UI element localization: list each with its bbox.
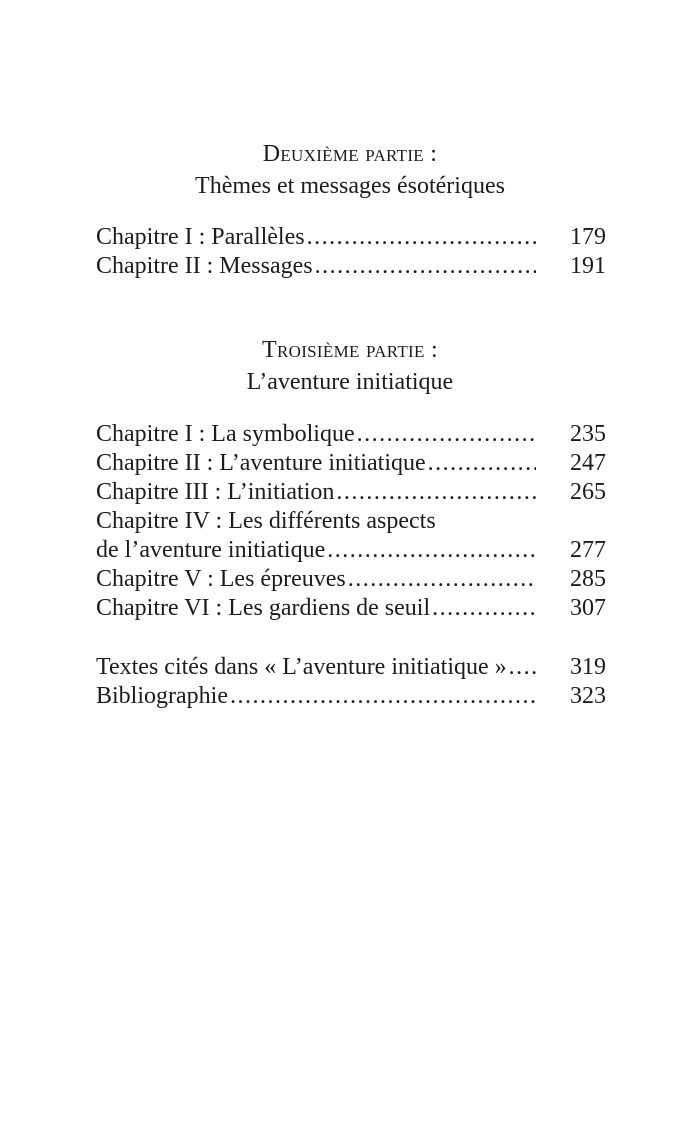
toc-entry-title: Chapitre II : Messages	[96, 253, 313, 279]
toc-entry-page: 323	[570, 683, 606, 709]
toc-entry-title: Chapitre VI : Les gardiens de seuil	[96, 595, 431, 621]
toc-entry[interactable]	[96, 252, 606, 281]
toc-entry-page: 285	[570, 566, 606, 592]
toc-list-troisieme	[96, 420, 606, 623]
toc-entry[interactable]	[96, 223, 606, 252]
toc-entry-page: 319	[570, 654, 606, 680]
toc-entry[interactable]	[96, 653, 606, 682]
toc-entry-title: Chapitre I : Parallèles	[96, 224, 305, 250]
dot-leader	[230, 682, 536, 711]
toc-entry-title: Chapitre II : L’aventure initiatique	[96, 450, 426, 476]
toc-entry[interactable]	[96, 478, 606, 507]
toc-list-appendix	[96, 653, 606, 711]
toc-entry-page: 265	[570, 479, 606, 505]
toc-entry[interactable]	[96, 565, 606, 594]
toc-entry-title: Textes cités dans « L’aventure initiatique »	[96, 654, 507, 680]
toc-entry-page: 247	[570, 450, 606, 476]
dot-leader	[432, 594, 536, 623]
dot-leader	[348, 565, 536, 594]
toc-entry-page: 235	[570, 421, 606, 447]
toc-entry[interactable]	[96, 594, 606, 623]
dot-leader	[327, 536, 536, 565]
toc-entry-page: 179	[570, 224, 606, 250]
toc-entry-title: Chapitre V : Les épreuves	[96, 566, 346, 592]
dot-leader	[315, 252, 536, 281]
toc-list-deuxieme	[96, 223, 606, 281]
part-label: Troisième partie :	[262, 337, 438, 363]
dot-leader	[509, 653, 536, 682]
toc-entry-page: 277	[570, 537, 606, 563]
toc-entry-title: de l’aventure initiatique	[96, 537, 326, 563]
toc-entry[interactable]	[96, 536, 606, 565]
toc-entry-page: 191	[570, 253, 606, 279]
dot-leader	[336, 478, 536, 507]
part-label: Deuxième partie :	[262, 141, 438, 167]
dot-leader	[357, 420, 536, 449]
part-title: Thèmes et messages ésotériques	[195, 173, 505, 199]
toc-entry[interactable]	[96, 420, 606, 449]
toc-entry-title-line1[interactable]: Chapitre IV : Les différents aspects	[96, 508, 436, 534]
dot-leader	[307, 223, 536, 252]
part-heading-deuxieme	[0, 138, 700, 202]
toc-entry-page: 307	[570, 595, 606, 621]
toc-entry-title: Bibliographie	[96, 683, 228, 709]
part-heading-troisieme	[0, 334, 700, 398]
toc-entry-title: Chapitre I : La symbolique	[96, 421, 355, 447]
toc-entry[interactable]	[96, 449, 606, 478]
toc-entry-title: Chapitre III : L’initiation	[96, 479, 335, 505]
dot-leader	[428, 449, 536, 478]
part-title: L’aventure initiatique	[246, 369, 454, 395]
toc-entry[interactable]	[96, 682, 606, 711]
